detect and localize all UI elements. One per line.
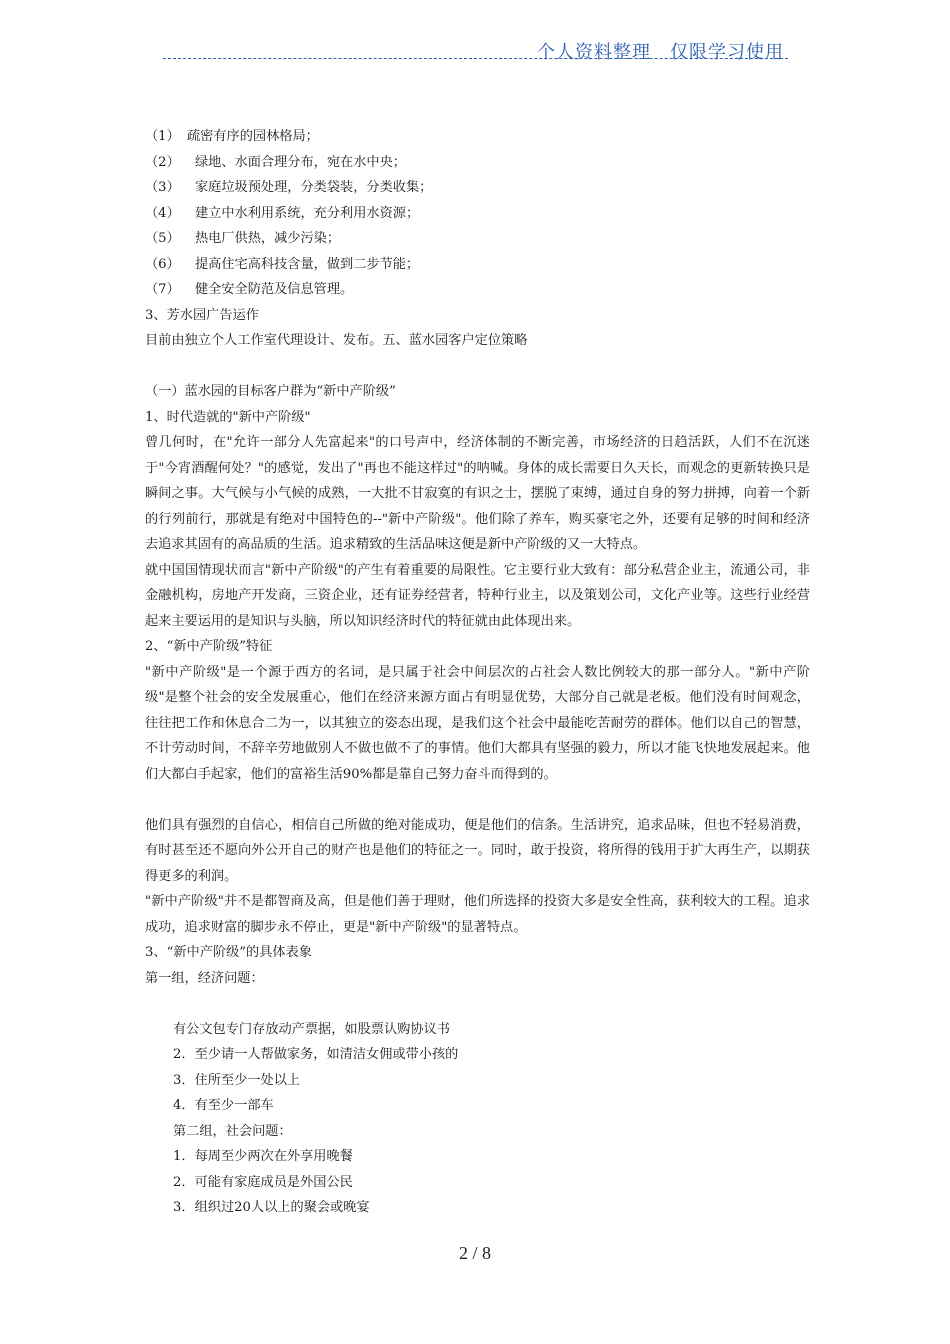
list-item [145, 1093, 810, 1119]
feature-item [145, 226, 810, 252]
list-item-number: 3． [173, 1200, 195, 1215]
list-item-number: 2． [173, 1047, 195, 1062]
group-heading: 第二组，社会问题： [173, 1123, 292, 1139]
feature-item-number: （6） [145, 256, 180, 272]
list-item [145, 1017, 810, 1043]
feature-item [145, 252, 810, 278]
list-item-text: 住所至少一处以上 [194, 1072, 301, 1088]
list-item [145, 1195, 810, 1221]
feature-item-number: （3） [145, 180, 180, 195]
feature-item-number: （7） [145, 282, 180, 297]
group-heading: 第一组，经济问题： [145, 970, 264, 986]
feature-item-number: （1） [145, 129, 180, 144]
list-item-text: 至少请一人帮做家务，如清洁女佣或带小孩的 [194, 1047, 459, 1062]
spacer [145, 354, 810, 380]
feature-item [145, 150, 810, 176]
feature-item-text: 热电厂供热，减少污染； [195, 231, 341, 246]
list-item [145, 1042, 810, 1068]
paragraph: 就中国国情现状而言"新中产阶级"的产生有着重要的局限性。它主要行业大致有：部分私营企业主，流通公司，非金融机构，房地产开发商，三资企业，还有证券经营者，特种行业主，以及策划公司，文化产业等。这些行业经营起来主要运用的是知识与头脑，所以知识经济时代的特征就由此体现出来。 [145, 562, 810, 629]
list-item [145, 1068, 810, 1094]
list-item-text: 组织过20人以上的聚会或晚宴 [194, 1200, 370, 1215]
feature-item-number: （5） [145, 231, 180, 246]
spacer [145, 787, 810, 813]
spacer [145, 991, 810, 1017]
feature-item [145, 201, 810, 227]
list-item-number: 1． [173, 1149, 195, 1164]
feature-item [145, 175, 810, 201]
feature-item [145, 124, 810, 150]
list-item-number: 4． [173, 1098, 195, 1113]
subsection-heading: 1、时代造就的"新中产阶级" [145, 409, 311, 425]
target-customer-heading: （一）蓝水园的目标客户群为“新中产阶级” [145, 384, 396, 399]
feature-item-number: （2） [145, 154, 180, 170]
list-item-text: 有公文包专门存放动产票据，如股票认购协议书 [173, 1021, 450, 1037]
feature-item-text: 建立中水利用系统，充分利用水资源； [195, 205, 420, 221]
feature-item-text: 绿地、水面合理分布，宛在水中央； [195, 154, 406, 170]
list-item-number: 2． [173, 1174, 195, 1190]
page-header-text: 个人资料整理 仅限学习使用 [537, 42, 784, 63]
feature-item-text: 提高住宅高科技含量，做到二步节能； [195, 256, 420, 272]
page-number: 2 / 8 [458, 1243, 491, 1263]
feature-item-text: 家庭垃圾预处理，分类袋装，分类收集； [195, 180, 433, 195]
subsection-heading: 2、“新中产阶级”特征 [145, 639, 273, 654]
paragraph: "新中产阶级"是一个源于西方的名词，是只属于社会中间层次的占社会人数比例较大的那一部分人。"新中产阶级"是整个社会的安全发展重心，他们在经济来源方面占有明显优势，大部分自己就是老板。他们没有时间观念，往往把工作和休息合二为一，以其独立的姿态出现，是我们这个社会中最能吃苦耐劳的群体。他们以自己的智慧，不计劳动时间，不辞辛劳地做别人不做也做不了的事情。他们大都具有坚强的毅力，所以才能飞快地发展起来。他们大都白手起家，他们的富裕生活90%都是靠自己努力奋斗而得到的。 [145, 664, 810, 782]
feature-item-text: 疏密有序的园林格局； [187, 129, 319, 144]
subsection-heading: 3、“新中产阶级”的具体表象 [145, 945, 312, 960]
section-heading: 3、芳水园广告运作 [145, 307, 259, 323]
paragraph: 曾几何时，在"允许一部分人先富起来"的口号声中，经济体制的不断完善，市场经济的日趋活跃，人们不在沉迷于"今宵酒醒何处？"的感觉，发出了"再也不能这样过"的呐喊。身体的成长需要日久天长，而观念的更新转换只是瞬间之事。大气候与小气候的成熟，一大批不甘寂寞的有识之士，摆脱了束缚，通过自身的努力拼搏，向着一个新的行列前行，那就是有绝对中国特色的--"新中产阶级"。他们除了养车，购买豪宅之外，还要有足够的时间和经济去追求其固有的高品质的生活。追求精致的生活品味这便是新中产阶级的又一大特点。 [145, 435, 810, 552]
feature-item [145, 277, 810, 303]
feature-item-number: （4） [145, 205, 180, 221]
paragraph: "新中产阶级"并不是都智商及高，但是他们善于理财，他们所选择的投资大多是安全性高，获利较大的工程。追求成功，追求财富的脚步永不停止，更是"新中产阶级"的显著特点。 [145, 894, 810, 935]
list-item [145, 1170, 810, 1196]
list-item-text: 可能有家庭成员是外国公民 [194, 1174, 353, 1190]
list-item-text: 有至少一部车 [194, 1098, 274, 1113]
document-body [145, 124, 810, 1221]
paragraph: 他们具有强烈的自信心，相信自己所做的绝对能成功，便是他们的信条。生活讲究，追求品味，但也不轻易消费，有时甚至还不愿向外公开自己的财产也是他们的特征之一。同时，敢于投资，将所得的钱用于扩大再生产，以期获得更多的利润。 [145, 817, 810, 884]
section-body: 目前由独立个人工作室代理设计、发布。五、蓝水园客户定位策略 [145, 333, 528, 348]
list-item-number: 3． [173, 1072, 195, 1088]
feature-item-text: 健全安全防范及信息管理。 [195, 282, 354, 297]
list-item [145, 1144, 810, 1170]
header-divider [163, 58, 788, 59]
list-item-text: 每周至少两次在外享用晚餐 [194, 1149, 353, 1164]
